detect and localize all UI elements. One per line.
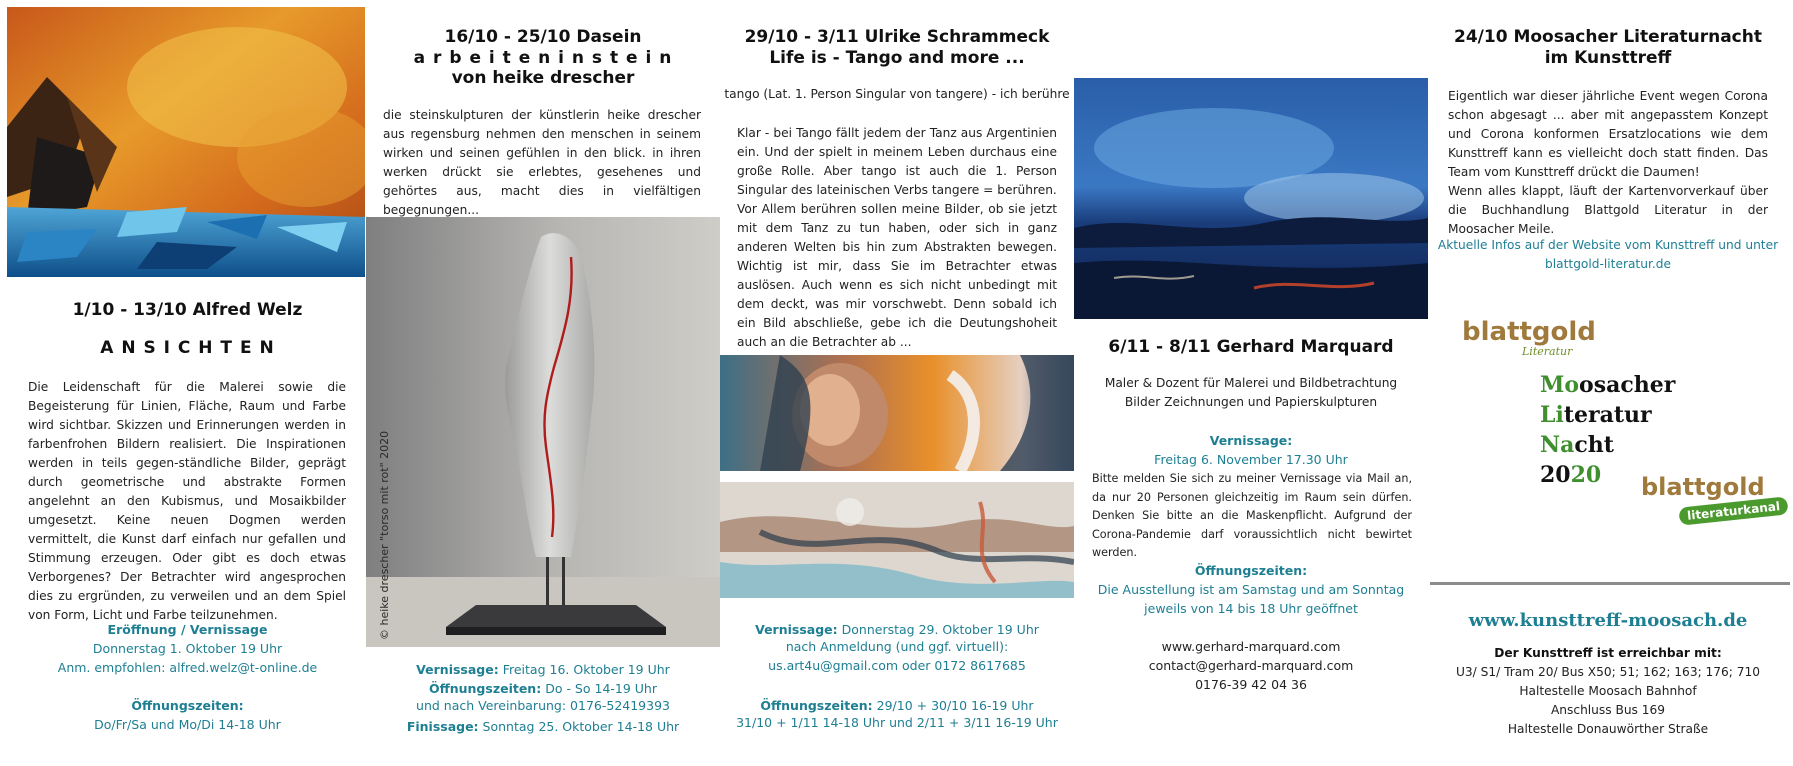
ulrike-title-line1: 29/10 - 3/11 Ulrike Schrammeck xyxy=(744,27,1050,47)
column-gerhard-marquard xyxy=(1074,0,1428,766)
heike-drescher-vernissage xyxy=(366,660,720,679)
ulrike-title-line2: Life is - Tango and more ... xyxy=(769,48,1025,68)
photo-torso-mit-rot xyxy=(366,217,720,647)
literaturnacht-info-link[interactable]: blattgold-literatur.de xyxy=(1545,257,1671,271)
wordmark-line4: 2020 xyxy=(1540,462,1602,488)
alfred-welz-hours: Do/Fr/Sa und Mo/Di 14-18 Uhr xyxy=(94,717,281,732)
alfred-welz-hours-label: Öffnungszeiten: xyxy=(131,698,244,713)
heike-drescher-hours xyxy=(366,679,720,698)
photo-caption: © heike drescher "torso mit rot" 2020 xyxy=(378,430,391,640)
gerhard-marquard-title: 6/11 - 8/11 Gerhard Marquard xyxy=(1108,337,1394,357)
vernissage-date: Freitag 16. Oktober 19 Uhr xyxy=(502,662,670,677)
ulrike-hours-line2: 31/10 + 1/11 14-18 Uhr und 2/11 + 3/11 16-19 Uhr xyxy=(736,715,1058,730)
wordmark-line1: Moosacher xyxy=(1540,372,1676,398)
vernissage-label: Vernissage: xyxy=(755,622,838,637)
literaturkanal-badge: literaturkanal xyxy=(1678,496,1788,525)
gerhard-marquard-sub2: Bilder Zeichnungen und Papierskulpturen xyxy=(1124,395,1378,409)
column-heike-drescher xyxy=(366,0,720,766)
gerhard-marquard-web[interactable]: www.gerhard-marquard.com xyxy=(1161,639,1341,654)
blattgold-logo-sub: Literatur xyxy=(1522,345,1573,358)
gerhard-marquard-phone: 0176-39 42 04 36 xyxy=(1195,677,1307,692)
literaturnacht-description-2: Wenn alles klappt, läuft der Kartenvorverkauf über die Buchhandlung Blattgold Literatur in der Moosacher Meile. xyxy=(1448,184,1768,236)
painting-alfred-welz xyxy=(7,7,365,277)
heike-drescher-description: die steinskulpturen der künstlerin heike drescher aus regensburg nehmen den menschen in seinem wirken und seinen gefühlen in den blick. in ihren werken drückt sie erlebtes, gesehenes und gehörtes aus, macht dies in vielfältigen begegnungen... xyxy=(383,108,701,217)
alfred-welz-title: 1/10 - 13/10 Alfred Welz xyxy=(72,300,303,320)
painting-tango xyxy=(720,355,1074,471)
heike-drescher-title-line2: a r b e i t e n i n s t e i n xyxy=(413,48,673,68)
heike-drescher-title-line1: 16/10 - 25/10 Dasein xyxy=(444,27,642,47)
literaturnacht-title-line1: 24/10 Moosacher Literaturnacht xyxy=(1454,27,1762,47)
ulrike-description: Klar - bei Tango fällt jedem der Tanz aus Argentinien ein. Und der spielt in meinem Leben durchaus eine große Rolle. Aber tango ist auch die 1. Person Singular des lateinischen Verbs tangere = berühren. xyxy=(737,126,1057,197)
reach-label: Der Kunsttreff ist erreichbar mit: xyxy=(1494,646,1722,660)
finissage-label: Finissage: xyxy=(406,719,479,734)
alfred-welz-opening-contact: Anm. empfohlen: alfred.welz@t-online.de xyxy=(57,660,318,675)
finissage-date: Sonntag 25. Oktober 14-18 Uhr xyxy=(482,719,680,734)
column-ulrike-schrammeck xyxy=(720,0,1074,766)
divider xyxy=(1430,582,1790,585)
literaturnacht-title-line2: im Kunsttreff xyxy=(1544,48,1672,68)
painting-gerhard-marquard xyxy=(1074,78,1428,319)
blattgold-literatur-logo xyxy=(1462,317,1596,364)
reach-line1: U3/ S1/ Tram 20/ Bus X50; 51; 162; 163; 176; 710 xyxy=(1455,665,1761,679)
reach-line3: Anschluss Bus 169 xyxy=(1550,703,1666,717)
ulrike-intro: tango (Lat. 1. Person Singular von tangere) - ich berühre xyxy=(724,87,1070,101)
gerhard-marquard-vernissage: Freitag 6. November 17.30 Uhr xyxy=(1154,452,1348,467)
literaturnacht-wordmark xyxy=(1540,370,1675,490)
hours-value: Do - So 14-19 Uhr xyxy=(545,681,657,696)
gerhard-marquard-vernissage-label: Vernissage: xyxy=(1209,433,1293,448)
wordmark-line3: Nacht xyxy=(1540,432,1614,458)
ulrike-vernissage-line2: nach Anmeldung (und ggf. virtuell): xyxy=(785,639,1009,654)
blattgold-logo2-text: blattgold xyxy=(1641,473,1765,501)
heike-drescher-hours-extra: und nach Vereinbarung: 0176-52419393 xyxy=(416,698,670,713)
hours-label: Öffnungszeiten: xyxy=(760,698,873,713)
reach-line4: Haltestelle Donauwörther Straße xyxy=(1507,722,1709,736)
heike-drescher-finissage xyxy=(366,717,720,736)
gerhard-marquard-notice: Bitte melden Sie sich zu meiner Vernissage via Mail an, da nur 20 Personen gleichzeitig im Raum sein dürfen. Denken Sie bitte an die Maskenpflicht. Aufgrund der Corona-Pandemie darf voraussichtlich nicht bewirtet werden. xyxy=(1092,472,1412,559)
heike-drescher-title-line3: von heike drescher xyxy=(451,68,635,88)
ulrike-vernissage xyxy=(720,620,1074,639)
wordmark-line2: Literatur xyxy=(1540,402,1652,428)
gerhard-marquard-hours-label: Öffnungszeiten: xyxy=(1194,563,1308,578)
reach-line2: Haltestelle Moosach Bahnhof xyxy=(1519,684,1697,698)
ulrike-description-2: Vor Allem berühren sollen meine Bilder, ob sie jetzt mit dem Tanz zu tun haben, oder sich in ganz anderen Welten bis hin zum Abstrakten bewegen. Wichtig ist mir, dass Sie im Betrachter etwas auslösen. Auch wenn es sich nicht unbedingt mit dem deckt, was mir vorschwebt. Denn sobald ich ein Bild abschließe, gebe ich die Deutungshoheit auch an die Betrachter ab ... xyxy=(737,202,1057,349)
alfred-welz-opening-label: Eröffnung / Vernissage xyxy=(107,622,268,637)
ulrike-hours xyxy=(720,696,1074,715)
painting-abstract xyxy=(720,482,1074,598)
hours-label: Öffnungszeiten: xyxy=(428,681,542,696)
gerhard-marquard-sub1: Maler & Dozent für Malerei und Bildbetrachtung xyxy=(1104,376,1398,390)
literaturnacht-info: Aktuelle Infos auf der Website vom Kunsttreff und unter xyxy=(1437,238,1779,252)
kunsttreff-website[interactable]: www.kunsttreff-moosach.de xyxy=(1468,610,1748,631)
column-literaturnacht xyxy=(1428,0,1793,766)
vernissage-label: Vernissage: xyxy=(416,662,499,677)
gerhard-marquard-hours-line2: jeweils von 14 bis 18 Uhr geöffnet xyxy=(1144,601,1358,616)
gerhard-marquard-hours: Die Ausstellung ist am Samstag und am Sonntag xyxy=(1097,582,1405,597)
column-alfred-welz xyxy=(0,0,360,766)
alfred-welz-opening-date: Donnerstag 1. Oktober 19 Uhr xyxy=(92,641,283,656)
alfred-welz-subtitle: A N S I C H T E N xyxy=(100,338,275,358)
ulrike-vernissage-line3: us.art4u@gmail.com oder 0172 8617685 xyxy=(768,658,1026,673)
gerhard-marquard-mail[interactable]: contact@gerhard-marquard.com xyxy=(1148,658,1354,673)
literaturnacht-description: Eigentlich war dieser jährliche Event wegen Corona schon abgesagt ... aber mit angepasstem Konzept und Corona konformen Ersatzlocations wie dem Kunsttreff kann es vielleicht doch statt finden. Das Team vom Kunsttreff drückt die Daumen! xyxy=(1448,89,1768,179)
blattgold-logo-text: blattgold xyxy=(1462,317,1596,347)
vernissage-date: Donnerstag 29. Oktober 19 Uhr xyxy=(841,622,1039,637)
hours-value: 29/10 + 30/10 16-19 Uhr xyxy=(876,698,1034,713)
blattgold-literaturkanal-logo xyxy=(1641,473,1781,536)
alfred-welz-description: Die Leidenschaft für die Malerei sowie die Begeisterung für Linien, Fläche, Raum und Farbe wird sichtbar. Skizzen und Erinnerungen werden in farbenfrohen Bildern realisiert. Die Inspirationen werden in teils gegen-ständliche Bilder, geprägt durch geometrische und abstrakte Formen angelehnt an den Kubismus, und Mosaikbilder umgesetzt. Keine neuen Dogmen werden vermittelt, die Kunst darf einfach nur gefallen und Stimmung erzeugen. Oder gibt es doch etwas Verborgenes? Der Betrachter wird angesprochen dies zu ergründen, zu verweilen und an dem Spiel von Form, Licht und Farbe teilzunehmen. xyxy=(28,380,346,622)
